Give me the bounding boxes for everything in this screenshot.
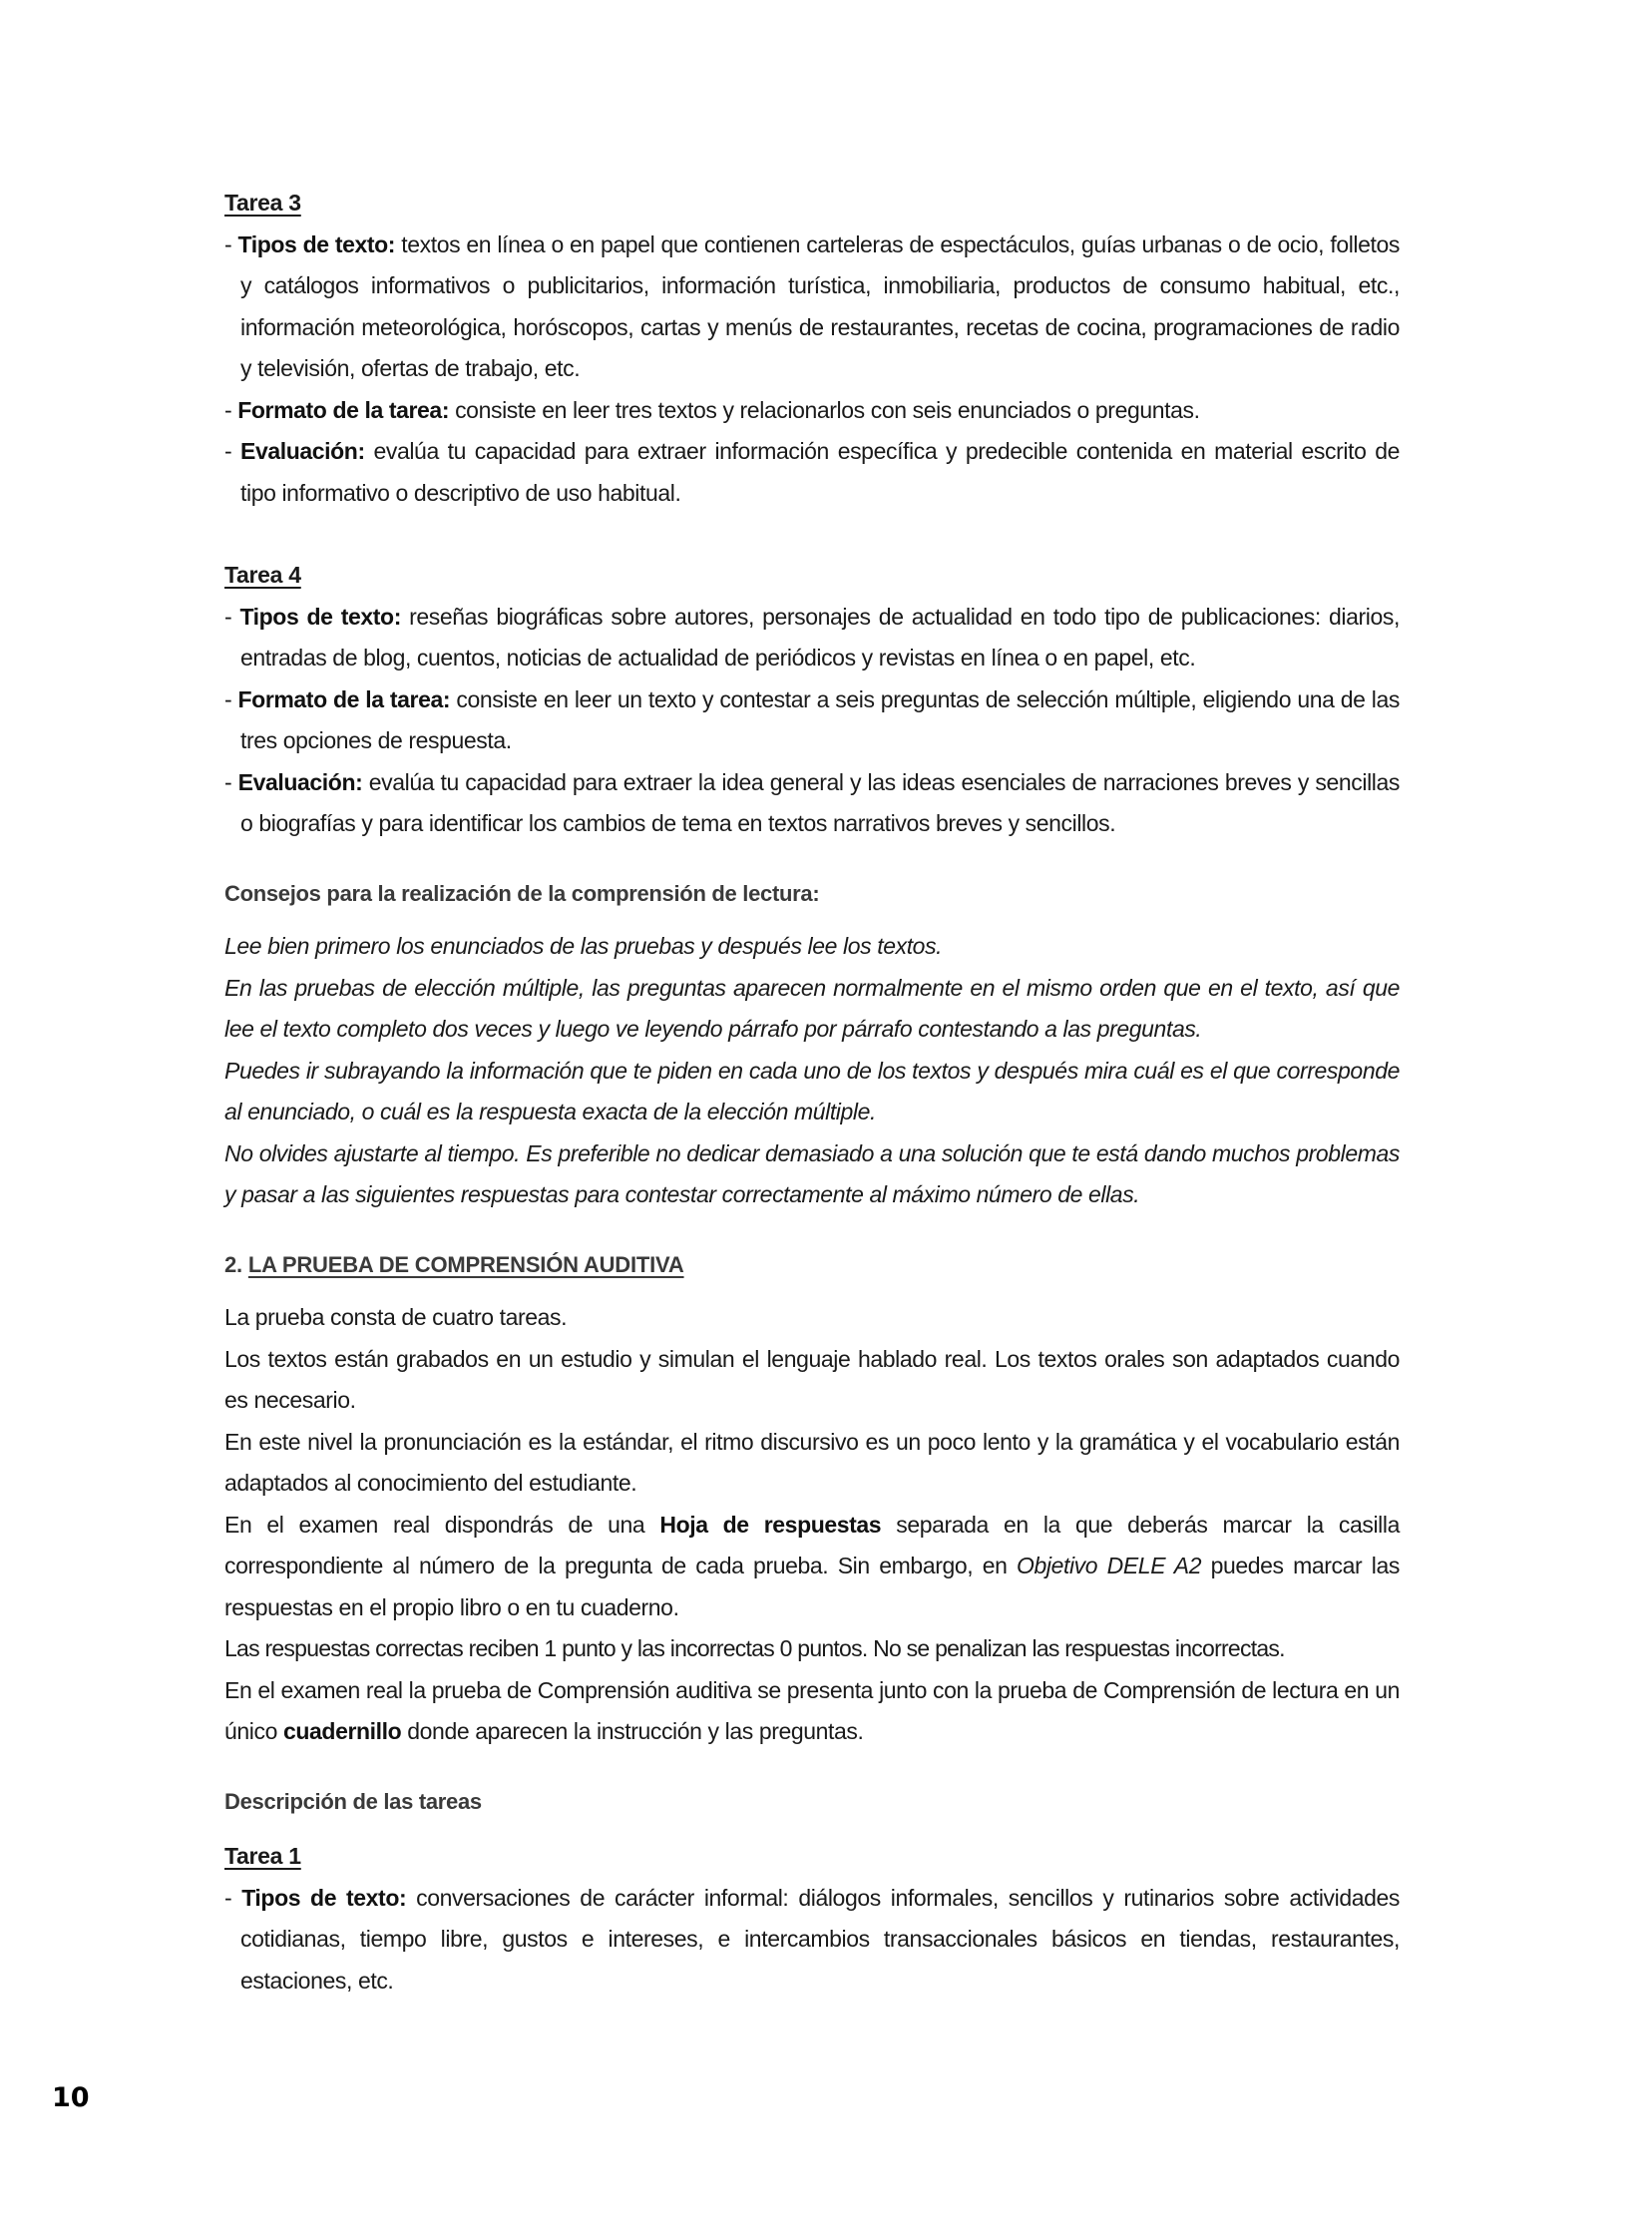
paragraph: En este nivel la pronunciación es la estándar, el ritmo discursivo es un poco lento y la gramática y el vocabulario están adaptados al conocimiento del estudiante. (224, 1428, 1400, 1496)
tarea-1-item: - Tipos de texto: conversaciones de carácter informal: diálogos informales, sencillos y rutinarios sobre actividades cotidianas, tiempo libre, gustos e intereses, e intercambios transaccionales básicos en tiendas, restaurantes, estaciones, etc. (224, 1884, 1401, 1994)
tip: No olvides ajustarte al tiempo. Es preferible no dedicar demasiado a una solución que te está dando muchos problemas y pasar a las siguientes respuestas para contestar correctamente al máximo número de ellas. (224, 1139, 1400, 1207)
text-run: En el examen real la prueba de Comprensión auditiva se presenta junto con la prueba de Comprensión de lectura en un único (224, 1676, 1400, 1744)
item-text: consiste en leer un texto y contestar a seis preguntas de selección múltiple, eligiendo una de las tres opciones de respuesta. (240, 685, 1401, 753)
consejos-heading: Consejos para la realización de la comprensión de lectura: (224, 880, 820, 906)
paragraph (224, 1505, 1400, 1629)
item-label: Tipos de texto: (237, 230, 396, 257)
item-label: Evaluación: (237, 768, 363, 795)
item-label: Formato de la tarea: (237, 396, 450, 423)
text-run: En el examen real dispondrás de una (224, 1511, 660, 1538)
item-label: Evaluación: (240, 438, 365, 464)
tip: En las pruebas de elección múltiple, las preguntas aparecen normalmente en el mismo orden que en el texto, así que lee el texto completo dos veces y luego ve leyendo párrafo por párrafo contestando a las preguntas. (224, 974, 1400, 1042)
descripcion-heading: Descripción de las tareas (224, 1788, 482, 1814)
item-text: conversaciones de carácter informal: diálogos informales, sencillos y rutinarios sobre actividades cotidianas, tiempo libre, gustos e intereses, e intercambios transaccionales básicos en tiendas, restaurantes, estaciones, etc. (240, 1884, 1401, 1994)
item-label: Formato de la tarea: (237, 685, 451, 712)
tip: Lee bien primero los enunciados de las pruebas y después lee los textos. (224, 933, 943, 959)
tarea-4-item: - Tipos de texto: reseñas biográficas sobre autores, personajes de actualidad en todo tipo de publicaciones: diarios, entradas de blog, cuentos, noticias de actualidad de periódicos y revistas en línea o en papel, etc. (224, 603, 1400, 671)
spacer (224, 1822, 1400, 1836)
tarea-4-item: - Evaluación: evalúa tu capacidad para extraer la idea general y las ideas esenciales de narraciones breves y sencillas o biografías y para identificar los cambios de tema en textos narrativos breves y sencillos. (224, 768, 1401, 836)
spacer (224, 845, 1400, 873)
tarea-1-heading: Tarea 1 (224, 1843, 301, 1869)
bold-term: Hoja de respuestas (659, 1511, 882, 1538)
tarea-4-item: - Formato de la tarea: consiste en leer un texto y contestar a seis preguntas de selección múltiple, eligiendo una de las tres opciones de respuesta. (224, 685, 1401, 753)
tip: Puedes ir subrayando la información que te piden en cada uno de los textos y después mira cuál es el que corresponde al enunciado, o cuál es la respuesta exacta de la elección múltiple. (224, 1057, 1400, 1124)
item-text: reseñas biográficas sobre autores, personajes de actualidad en todo tipo de publicaciones: diarios, entradas de blog, cuentos, noticias de actualidad de periódicos y revistas en línea o en papel, etc. (240, 603, 1400, 671)
spacer (224, 514, 1400, 555)
spacer (224, 914, 1400, 926)
tarea-3-heading: Tarea 3 (224, 190, 301, 216)
paragraph: Los textos están grabados en un estudio y simulan el lenguaje hablado real. Los textos orales son adaptados cuando es necesario. (224, 1345, 1400, 1413)
tarea-4-heading: Tarea 4 (224, 562, 301, 588)
page-number: 10 (52, 2082, 90, 2113)
spacer (224, 1285, 1400, 1297)
item-text: consiste en leer tres textos y relacionarlos con seis enunciados o preguntas. (449, 396, 1200, 423)
paragraph: Las respuestas correctas reciben 1 punto y las incorrectas 0 puntos. No se penalizan las respuestas incorrectas. (224, 1635, 1285, 1661)
tarea-3-item: - Evaluación: evalúa tu capacidad para extraer información específica y predecible contenida en material escrito de tipo informativo o descriptivo de uso habitual. (224, 438, 1400, 506)
item-text: textos en línea o en papel que contienen carteleras de espectáculos, guías urbanas o de ocio, folletos y catálogos informativos o publicitarios, información turística, inmobiliaria, productos de consumo habitual, etc., información meteorológica, horóscopos, cartas y menús de restaurantes, recetas de cocina, programaciones de radio y televisión, ofertas de trabajo, etc. (240, 230, 1400, 381)
spacer (224, 1753, 1400, 1781)
book-title: Objetivo DELE A2 (1017, 1553, 1202, 1578)
tarea-3-item: - Tipos de texto: textos en línea o en papel que contienen carteleras de espectáculos, guías urbanas o de ocio, folletos y catálogos informativos o publicitarios, información turística, inmobiliaria, productos de consumo habitual, etc., información meteorológica, horóscopos, cartas y menús de restaurantes, recetas de cocina, programaciones de radio y televisión, ofertas de trabajo, etc. (224, 230, 1400, 381)
page-content (224, 183, 1400, 2002)
section-number: 2. (224, 1251, 248, 1277)
item-text: evalúa tu capacidad para extraer información específica y predecible contenida en material escrito de tipo informativo o descriptivo de uso habitual. (240, 438, 1400, 506)
text-run: puedes marcar las respuestas en el propio libro o en tu cuaderno. (224, 1553, 1400, 1620)
paragraph: La prueba consta de cuatro tareas. (224, 1304, 568, 1330)
bold-term: cuadernillo (282, 1718, 402, 1744)
spacer (224, 1216, 1400, 1244)
text-run: separada en la que deberás marcar la casilla correspondiente al número de la pregunta de cada prueba. Sin embargo, en (224, 1511, 1400, 1578)
section-title: LA PRUEBA DE COMPRENSIÓN AUDITIVA (247, 1251, 684, 1277)
item-label: Tipos de texto: (241, 1884, 407, 1911)
item-label: Tipos de texto: (239, 603, 401, 630)
section-2-heading (224, 1244, 1400, 1286)
item-text: evalúa tu capacidad para extraer la idea general y las ideas esenciales de narraciones breves y sencillas o biografías y para identificar los cambios de tema en textos narrativos breves y sencillos. (240, 768, 1401, 836)
text-run: donde aparecen la instrucción y las preguntas. (401, 1718, 864, 1744)
paragraph (224, 1670, 1400, 1753)
tarea-3-item: - Formato de la tarea: consiste en leer tres textos y relacionarlos con seis enunciados o preguntas. (224, 396, 1200, 423)
